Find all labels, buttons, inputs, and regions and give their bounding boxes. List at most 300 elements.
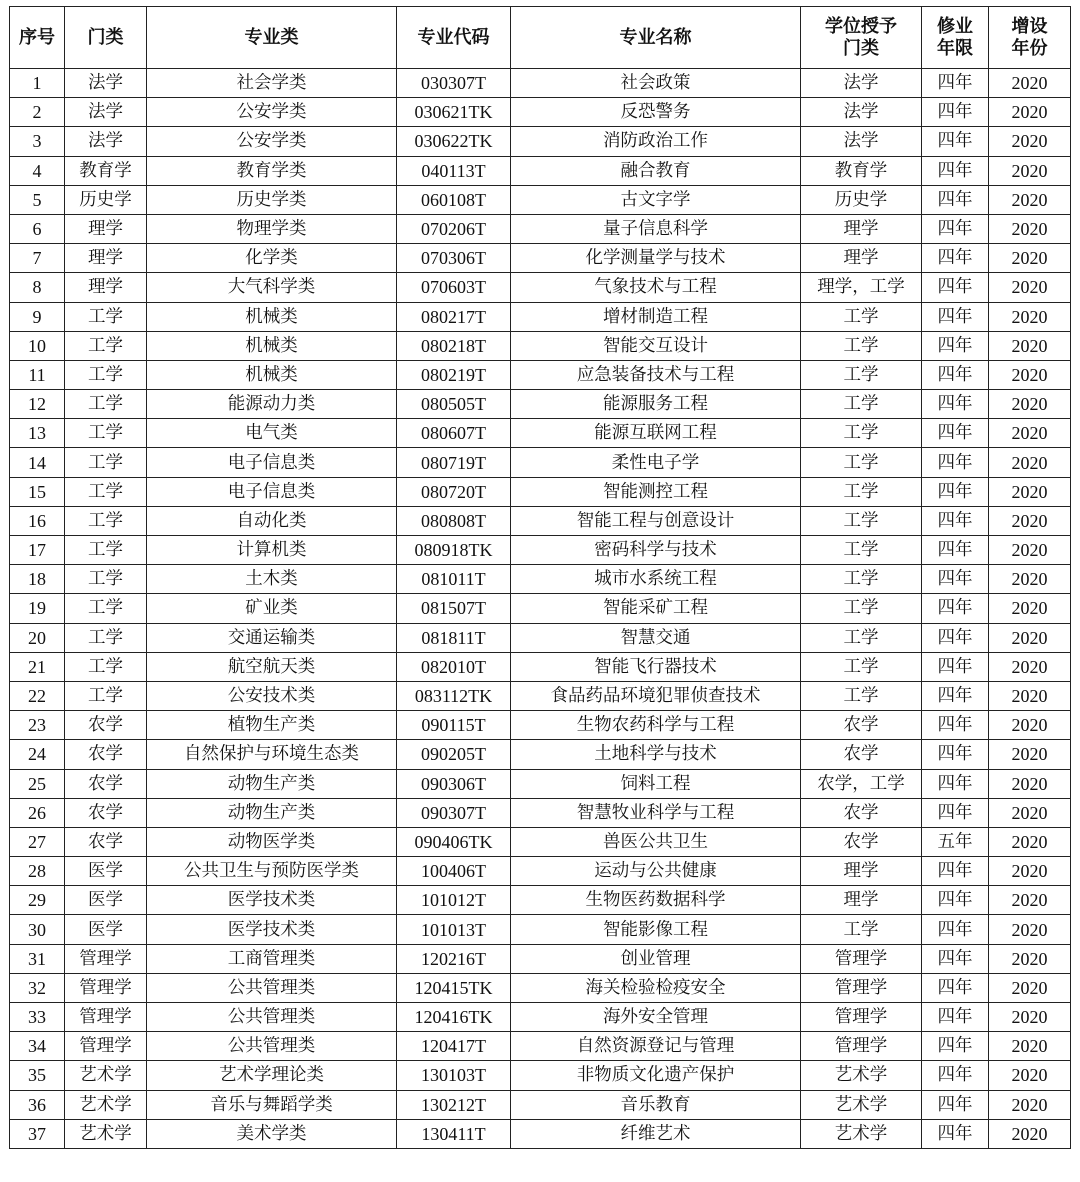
cell-name: 融合教育 [511, 156, 801, 185]
cell-degree: 工学 [801, 594, 922, 623]
cell-code: 080720T [397, 477, 511, 506]
table-row [10, 1090, 1071, 1119]
cell-discipline: 社会学类 [147, 69, 397, 98]
cell-code: 083112TK [397, 681, 511, 710]
cell-year: 2020 [989, 886, 1071, 915]
cell-degree: 理学 [801, 857, 922, 886]
majors-table-document [9, 6, 1071, 1149]
cell-year: 2020 [989, 973, 1071, 1002]
cell-category: 理学 [65, 273, 147, 302]
cell-discipline: 医学技术类 [147, 915, 397, 944]
cell-discipline: 机械类 [147, 331, 397, 360]
table-row [10, 1119, 1071, 1148]
cell-duration: 四年 [922, 244, 989, 273]
cell-no: 9 [10, 302, 65, 331]
cell-degree: 教育学 [801, 156, 922, 185]
cell-code: 100406T [397, 857, 511, 886]
cell-code: 081811T [397, 623, 511, 652]
cell-discipline: 计算机类 [147, 536, 397, 565]
table-row [10, 127, 1071, 156]
header-name: 专业名称 [511, 7, 801, 69]
cell-category: 工学 [65, 652, 147, 681]
cell-no: 26 [10, 798, 65, 827]
cell-no: 12 [10, 390, 65, 419]
cell-year: 2020 [989, 944, 1071, 973]
cell-duration: 四年 [922, 973, 989, 1002]
cell-category: 艺术学 [65, 1061, 147, 1090]
cell-discipline: 公共管理类 [147, 1003, 397, 1032]
table-row [10, 331, 1071, 360]
cell-category: 工学 [65, 331, 147, 360]
cell-code: 090406TK [397, 827, 511, 856]
cell-degree: 工学 [801, 477, 922, 506]
cell-name: 食品药品环境犯罪侦查技术 [511, 681, 801, 710]
cell-no: 3 [10, 127, 65, 156]
cell-year: 2020 [989, 798, 1071, 827]
cell-name: 智能影像工程 [511, 915, 801, 944]
cell-no: 30 [10, 915, 65, 944]
cell-degree: 法学 [801, 69, 922, 98]
cell-code: 030622TK [397, 127, 511, 156]
cell-name: 海关检验检疫安全 [511, 973, 801, 1002]
table-row [10, 214, 1071, 243]
cell-duration: 四年 [922, 214, 989, 243]
table-row [10, 886, 1071, 915]
table-row [10, 827, 1071, 856]
cell-name: 密码科学与技术 [511, 536, 801, 565]
cell-category: 工学 [65, 506, 147, 535]
cell-name: 柔性电子学 [511, 448, 801, 477]
cell-degree: 管理学 [801, 944, 922, 973]
cell-no: 16 [10, 506, 65, 535]
cell-degree: 农学 [801, 711, 922, 740]
table-row [10, 477, 1071, 506]
majors-table [9, 6, 1071, 1149]
cell-no: 18 [10, 565, 65, 594]
cell-name: 城市水系统工程 [511, 565, 801, 594]
cell-category: 农学 [65, 711, 147, 740]
table-row [10, 536, 1071, 565]
cell-discipline: 机械类 [147, 360, 397, 389]
cell-year: 2020 [989, 419, 1071, 448]
cell-discipline: 电子信息类 [147, 448, 397, 477]
header-year [989, 7, 1071, 69]
cell-code: 090306T [397, 769, 511, 798]
cell-discipline: 航空航天类 [147, 652, 397, 681]
cell-code: 081507T [397, 594, 511, 623]
cell-discipline: 公共管理类 [147, 973, 397, 1002]
cell-name: 能源互联网工程 [511, 419, 801, 448]
cell-degree: 工学 [801, 448, 922, 477]
cell-duration: 五年 [922, 827, 989, 856]
cell-discipline: 美术学类 [147, 1119, 397, 1148]
cell-degree: 农学 [801, 740, 922, 769]
cell-no: 10 [10, 331, 65, 360]
cell-discipline: 公安学类 [147, 127, 397, 156]
cell-name: 反恐警务 [511, 98, 801, 127]
cell-name: 创业管理 [511, 944, 801, 973]
table-row [10, 740, 1071, 769]
cell-duration: 四年 [922, 448, 989, 477]
cell-no: 35 [10, 1061, 65, 1090]
cell-degree: 管理学 [801, 973, 922, 1002]
cell-duration: 四年 [922, 1003, 989, 1032]
cell-degree: 工学 [801, 565, 922, 594]
table-row [10, 798, 1071, 827]
cell-name: 生物农药科学与工程 [511, 711, 801, 740]
cell-no: 27 [10, 827, 65, 856]
header-year-line-2: 年份 [1011, 37, 1048, 59]
cell-no: 36 [10, 1090, 65, 1119]
cell-degree: 工学 [801, 681, 922, 710]
table-row [10, 1032, 1071, 1061]
cell-name: 智能交互设计 [511, 331, 801, 360]
table-row [10, 156, 1071, 185]
cell-degree: 历史学 [801, 185, 922, 214]
cell-category: 工学 [65, 594, 147, 623]
cell-name: 饲料工程 [511, 769, 801, 798]
cell-no: 2 [10, 98, 65, 127]
cell-discipline: 机械类 [147, 302, 397, 331]
header-year-line-1: 增设 [1011, 15, 1048, 37]
cell-category: 工学 [65, 477, 147, 506]
cell-name: 能源服务工程 [511, 390, 801, 419]
cell-code: 080219T [397, 360, 511, 389]
cell-discipline: 大气科学类 [147, 273, 397, 302]
cell-year: 2020 [989, 273, 1071, 302]
cell-category: 工学 [65, 390, 147, 419]
cell-duration: 四年 [922, 360, 989, 389]
cell-year: 2020 [989, 915, 1071, 944]
cell-category: 工学 [65, 623, 147, 652]
table-row [10, 506, 1071, 535]
cell-degree: 理学 [801, 214, 922, 243]
cell-category: 工学 [65, 302, 147, 331]
header-degree [801, 7, 922, 69]
cell-name: 生物医药数据科学 [511, 886, 801, 915]
cell-discipline: 艺术学理论类 [147, 1061, 397, 1090]
cell-no: 11 [10, 360, 65, 389]
table-body [10, 69, 1071, 1149]
cell-discipline: 能源动力类 [147, 390, 397, 419]
cell-year: 2020 [989, 652, 1071, 681]
cell-category: 理学 [65, 244, 147, 273]
cell-degree: 管理学 [801, 1003, 922, 1032]
table-row [10, 565, 1071, 594]
cell-name: 智能测控工程 [511, 477, 801, 506]
cell-code: 080918TK [397, 536, 511, 565]
cell-duration: 四年 [922, 857, 989, 886]
cell-discipline: 公共卫生与预防医学类 [147, 857, 397, 886]
cell-name: 海外安全管理 [511, 1003, 801, 1032]
cell-year: 2020 [989, 1032, 1071, 1061]
cell-duration: 四年 [922, 273, 989, 302]
cell-duration: 四年 [922, 331, 989, 360]
table-row [10, 273, 1071, 302]
cell-discipline: 电子信息类 [147, 477, 397, 506]
cell-discipline: 公安技术类 [147, 681, 397, 710]
cell-name: 气象技术与工程 [511, 273, 801, 302]
cell-no: 6 [10, 214, 65, 243]
table-row [10, 419, 1071, 448]
table-row [10, 623, 1071, 652]
cell-name: 应急装备技术与工程 [511, 360, 801, 389]
cell-code: 080808T [397, 506, 511, 535]
cell-name: 化学测量学与技术 [511, 244, 801, 273]
cell-code: 030307T [397, 69, 511, 98]
table-row [10, 244, 1071, 273]
cell-degree: 艺术学 [801, 1090, 922, 1119]
cell-discipline: 动物生产类 [147, 798, 397, 827]
cell-degree: 管理学 [801, 1032, 922, 1061]
cell-year: 2020 [989, 302, 1071, 331]
cell-duration: 四年 [922, 915, 989, 944]
cell-duration: 四年 [922, 944, 989, 973]
cell-code: 120415TK [397, 973, 511, 1002]
cell-code: 070306T [397, 244, 511, 273]
header-row [10, 7, 1071, 69]
cell-code: 080607T [397, 419, 511, 448]
cell-category: 工学 [65, 681, 147, 710]
cell-degree: 理学 [801, 886, 922, 915]
cell-duration: 四年 [922, 1032, 989, 1061]
cell-category: 工学 [65, 536, 147, 565]
cell-year: 2020 [989, 506, 1071, 535]
cell-category: 工学 [65, 565, 147, 594]
cell-year: 2020 [989, 536, 1071, 565]
cell-category: 工学 [65, 448, 147, 477]
cell-duration: 四年 [922, 1119, 989, 1148]
cell-degree: 工学 [801, 360, 922, 389]
cell-name: 古文字学 [511, 185, 801, 214]
cell-degree: 艺术学 [801, 1119, 922, 1148]
table-row [10, 448, 1071, 477]
cell-category: 农学 [65, 798, 147, 827]
cell-year: 2020 [989, 477, 1071, 506]
cell-discipline: 交通运输类 [147, 623, 397, 652]
table-row [10, 973, 1071, 1002]
cell-code: 070603T [397, 273, 511, 302]
cell-no: 29 [10, 886, 65, 915]
cell-no: 28 [10, 857, 65, 886]
cell-duration: 四年 [922, 1061, 989, 1090]
cell-discipline: 教育学类 [147, 156, 397, 185]
cell-name: 量子信息科学 [511, 214, 801, 243]
header-category: 门类 [65, 7, 147, 69]
cell-year: 2020 [989, 331, 1071, 360]
cell-year: 2020 [989, 594, 1071, 623]
cell-no: 24 [10, 740, 65, 769]
cell-category: 法学 [65, 98, 147, 127]
cell-name: 非物质文化遗产保护 [511, 1061, 801, 1090]
cell-year: 2020 [989, 711, 1071, 740]
cell-no: 20 [10, 623, 65, 652]
cell-no: 25 [10, 769, 65, 798]
cell-no: 8 [10, 273, 65, 302]
cell-category: 工学 [65, 419, 147, 448]
cell-code: 120416TK [397, 1003, 511, 1032]
cell-year: 2020 [989, 98, 1071, 127]
table-row [10, 98, 1071, 127]
cell-degree: 工学 [801, 419, 922, 448]
cell-category: 工学 [65, 360, 147, 389]
cell-name: 兽医公共卫生 [511, 827, 801, 856]
cell-discipline: 动物医学类 [147, 827, 397, 856]
cell-name: 增材制造工程 [511, 302, 801, 331]
table-row [10, 944, 1071, 973]
cell-no: 19 [10, 594, 65, 623]
cell-discipline: 历史学类 [147, 185, 397, 214]
cell-code: 080719T [397, 448, 511, 477]
cell-degree: 工学 [801, 652, 922, 681]
cell-no: 4 [10, 156, 65, 185]
cell-name: 智慧牧业科学与工程 [511, 798, 801, 827]
cell-category: 管理学 [65, 1003, 147, 1032]
cell-code: 082010T [397, 652, 511, 681]
cell-category: 管理学 [65, 1032, 147, 1061]
cell-name: 智能工程与创意设计 [511, 506, 801, 535]
cell-code: 090115T [397, 711, 511, 740]
cell-code: 080218T [397, 331, 511, 360]
cell-no: 34 [10, 1032, 65, 1061]
cell-year: 2020 [989, 623, 1071, 652]
cell-category: 农学 [65, 827, 147, 856]
cell-year: 2020 [989, 244, 1071, 273]
cell-year: 2020 [989, 127, 1071, 156]
cell-duration: 四年 [922, 798, 989, 827]
table-row [10, 69, 1071, 98]
cell-no: 7 [10, 244, 65, 273]
cell-duration: 四年 [922, 536, 989, 565]
cell-degree: 农学，工学 [801, 769, 922, 798]
cell-duration: 四年 [922, 681, 989, 710]
cell-name: 消防政治工作 [511, 127, 801, 156]
cell-no: 23 [10, 711, 65, 740]
cell-no: 17 [10, 536, 65, 565]
cell-discipline: 矿业类 [147, 594, 397, 623]
cell-name: 社会政策 [511, 69, 801, 98]
cell-degree: 工学 [801, 623, 922, 652]
cell-discipline: 物理学类 [147, 214, 397, 243]
cell-code: 101013T [397, 915, 511, 944]
cell-category: 法学 [65, 127, 147, 156]
cell-degree: 工学 [801, 390, 922, 419]
cell-year: 2020 [989, 769, 1071, 798]
cell-category: 艺术学 [65, 1119, 147, 1148]
cell-discipline: 音乐与舞蹈学类 [147, 1090, 397, 1119]
table-row [10, 857, 1071, 886]
cell-no: 32 [10, 973, 65, 1002]
cell-discipline: 自动化类 [147, 506, 397, 535]
cell-duration: 四年 [922, 506, 989, 535]
cell-duration: 四年 [922, 477, 989, 506]
cell-degree: 工学 [801, 331, 922, 360]
cell-code: 130411T [397, 1119, 511, 1148]
cell-discipline: 工商管理类 [147, 944, 397, 973]
cell-year: 2020 [989, 360, 1071, 389]
cell-year: 2020 [989, 857, 1071, 886]
cell-degree: 艺术学 [801, 1061, 922, 1090]
cell-category: 农学 [65, 769, 147, 798]
cell-code: 090307T [397, 798, 511, 827]
cell-duration: 四年 [922, 711, 989, 740]
header-duration [922, 7, 989, 69]
cell-no: 15 [10, 477, 65, 506]
cell-duration: 四年 [922, 69, 989, 98]
cell-year: 2020 [989, 214, 1071, 243]
cell-no: 13 [10, 419, 65, 448]
header-discipline: 专业类 [147, 7, 397, 69]
cell-duration: 四年 [922, 652, 989, 681]
cell-code: 130103T [397, 1061, 511, 1090]
cell-discipline: 电气类 [147, 419, 397, 448]
cell-year: 2020 [989, 1003, 1071, 1032]
cell-degree: 工学 [801, 302, 922, 331]
cell-degree: 理学，工学 [801, 273, 922, 302]
cell-degree: 工学 [801, 536, 922, 565]
cell-name: 土地科学与技术 [511, 740, 801, 769]
table-row [10, 915, 1071, 944]
cell-duration: 四年 [922, 127, 989, 156]
cell-category: 医学 [65, 886, 147, 915]
cell-duration: 四年 [922, 419, 989, 448]
cell-year: 2020 [989, 390, 1071, 419]
cell-name: 智慧交通 [511, 623, 801, 652]
table-row [10, 711, 1071, 740]
cell-discipline: 动物生产类 [147, 769, 397, 798]
cell-discipline: 公安学类 [147, 98, 397, 127]
cell-duration: 四年 [922, 740, 989, 769]
cell-discipline: 自然保护与环境生态类 [147, 740, 397, 769]
header-degree-line-1: 学位授予 [825, 15, 897, 37]
cell-discipline: 植物生产类 [147, 711, 397, 740]
table-row [10, 185, 1071, 214]
table-row [10, 681, 1071, 710]
cell-code: 120216T [397, 944, 511, 973]
cell-category: 历史学 [65, 185, 147, 214]
cell-category: 艺术学 [65, 1090, 147, 1119]
cell-year: 2020 [989, 185, 1071, 214]
cell-year: 2020 [989, 827, 1071, 856]
cell-duration: 四年 [922, 390, 989, 419]
cell-name: 智能采矿工程 [511, 594, 801, 623]
cell-degree: 农学 [801, 827, 922, 856]
cell-code: 130212T [397, 1090, 511, 1119]
cell-year: 2020 [989, 69, 1071, 98]
cell-code: 040113T [397, 156, 511, 185]
cell-code: 101012T [397, 886, 511, 915]
cell-duration: 四年 [922, 886, 989, 915]
cell-no: 14 [10, 448, 65, 477]
cell-degree: 工学 [801, 506, 922, 535]
header-degree-line-2: 门类 [843, 37, 879, 59]
cell-year: 2020 [989, 1090, 1071, 1119]
cell-category: 法学 [65, 69, 147, 98]
cell-no: 21 [10, 652, 65, 681]
cell-degree: 法学 [801, 127, 922, 156]
table-row [10, 1061, 1071, 1090]
cell-no: 31 [10, 944, 65, 973]
header-no: 序号 [10, 7, 65, 69]
cell-no: 33 [10, 1003, 65, 1032]
cell-year: 2020 [989, 681, 1071, 710]
cell-duration: 四年 [922, 98, 989, 127]
table-row [10, 390, 1071, 419]
cell-category: 管理学 [65, 973, 147, 1002]
cell-duration: 四年 [922, 156, 989, 185]
cell-name: 自然资源登记与管理 [511, 1032, 801, 1061]
cell-degree: 农学 [801, 798, 922, 827]
